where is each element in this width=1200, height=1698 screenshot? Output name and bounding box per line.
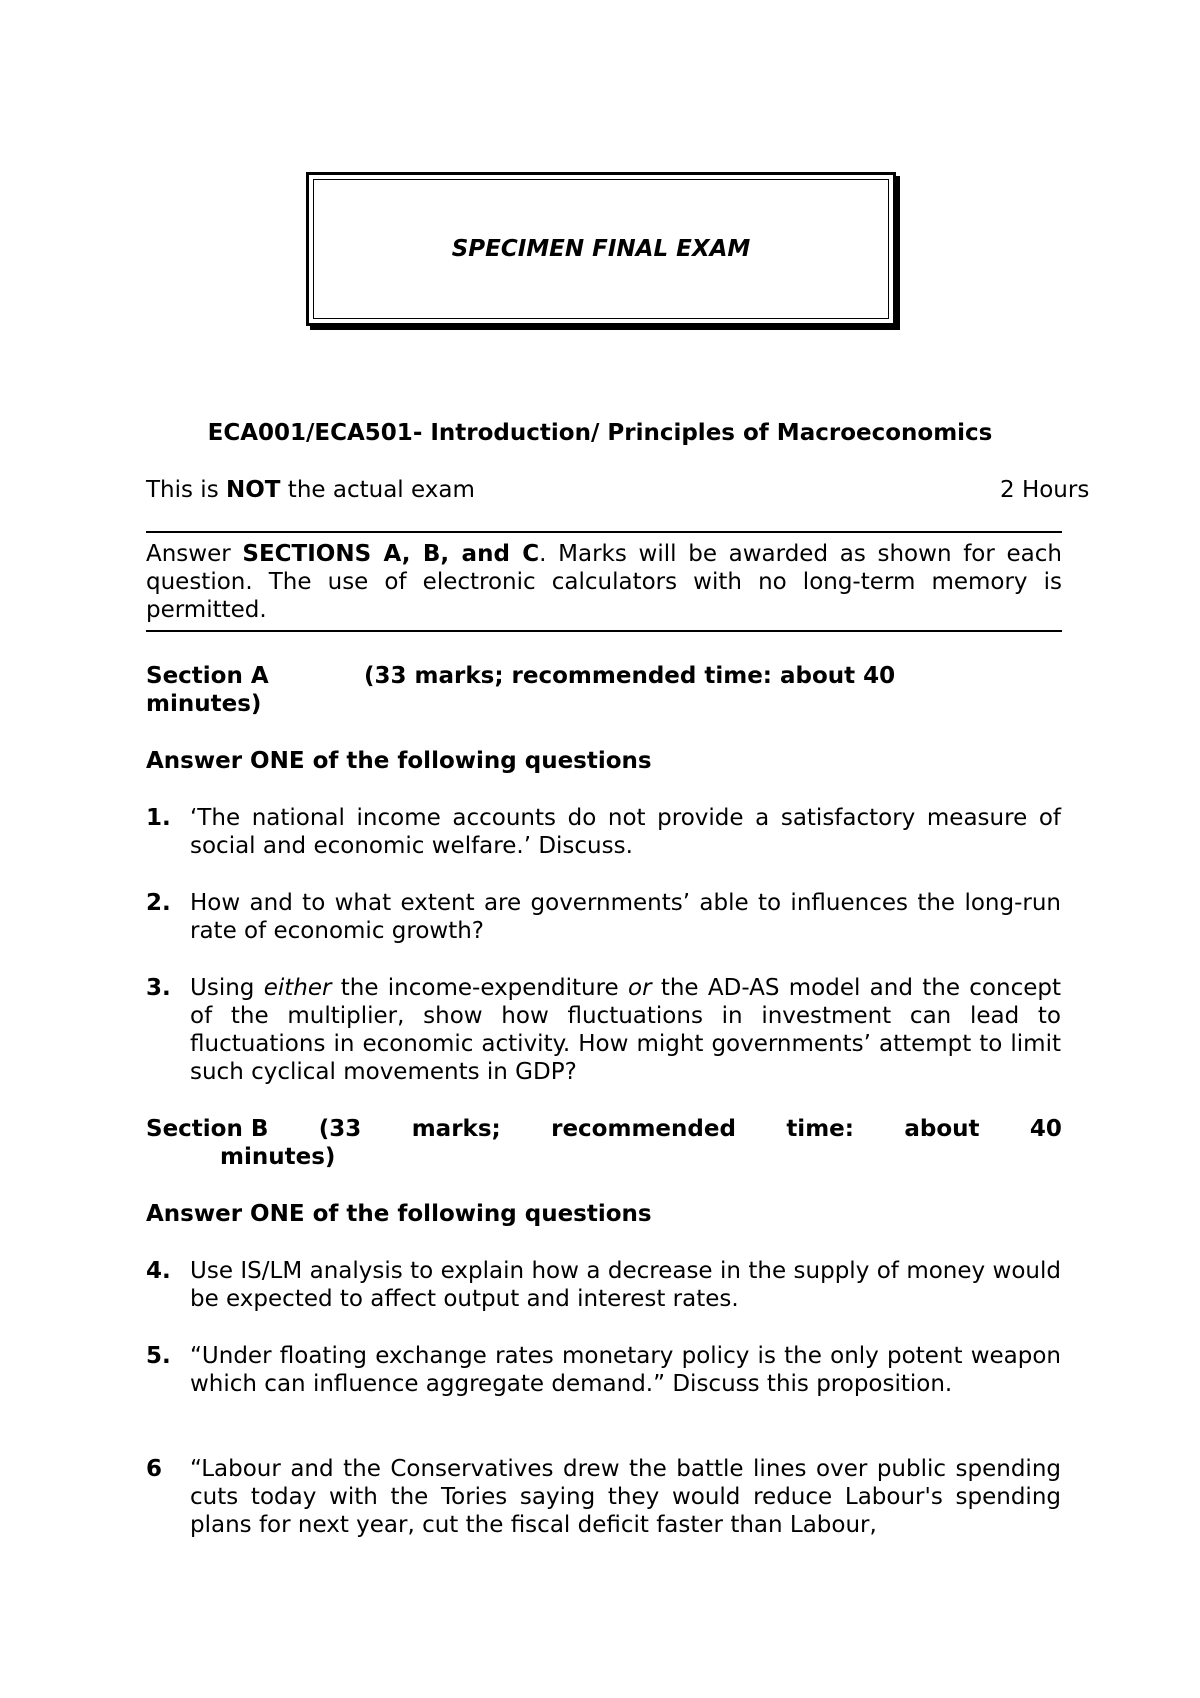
- question-5-text: “Under floating exchange rates monetary policy is the only potent weapon which can influence aggregate demand.” Discuss this proposition.: [190, 1343, 1061, 1397]
- q3-emphasis-either: either: [263, 975, 332, 1001]
- q3-part-2: the income-expenditure: [331, 975, 628, 1001]
- question-4-text: Use IS/LM analysis to explain how a decrease in the supply of money would be expected to affect output and interest rates.: [190, 1258, 1061, 1312]
- section-b-word-3: recommended: [551, 1116, 736, 1142]
- question-1-text: ‘The national income accounts do not provide a satisfactory measure of social and economic welfare.’ Discuss.: [190, 805, 1061, 859]
- question-2-text: How and to what extent are governments’ able to influences the long-run rate of economic growth?: [190, 890, 1061, 944]
- divider-top: [146, 531, 1062, 533]
- q3-part-3: the AD-AS model and the concept of the multiplier, show how fluctuations in investment can lead to fluctuations in economic activity. How might governments’ attempt to limit such cyclical movements in GDP?: [190, 975, 1061, 1085]
- question-6-text: “Labour and the Conservatives drew the battle lines over public spending cuts today with the Tories saying they would reduce Labour's spending plans for next year, cut the fiscal deficit faster than Labour,: [190, 1456, 1061, 1538]
- title-box: [306, 172, 896, 326]
- section-a-marks: (33 marks; recommended time: about 40: [364, 663, 896, 689]
- notice-suffix: the actual exam: [280, 477, 475, 503]
- instructions-lead: Answer: [146, 541, 243, 567]
- question-6-number: 6: [146, 1456, 163, 1482]
- course-title: ECA001/ECA501- Introduction/ Principles of Macroeconomics: [207, 420, 993, 446]
- section-b-instruction: Answer ONE of the following questions: [146, 1201, 652, 1227]
- notice-emphasis: NOT: [226, 477, 281, 503]
- section-b-marks-cont: minutes): [220, 1144, 336, 1170]
- instructions-sections: SECTIONS A, B, and C: [242, 541, 540, 567]
- section-b-heading: Section B: [146, 1116, 269, 1142]
- exam-title: SPECIMEN FINAL EXAM: [451, 236, 751, 262]
- question-4-number: 4.: [146, 1258, 171, 1284]
- divider-bottom: [146, 630, 1062, 632]
- question-5-number: 5.: [146, 1343, 171, 1369]
- q3-part-1: Using: [190, 975, 264, 1001]
- q3-emphasis-or: or: [628, 975, 652, 1001]
- question-3-number: 3.: [146, 975, 171, 1001]
- question-3-text: [190, 974, 1061, 1086]
- section-b-word-2: marks;: [411, 1116, 501, 1142]
- section-b-heading-row: [146, 1115, 1062, 1143]
- section-b-word-4: time:: [786, 1116, 854, 1142]
- exam-notice: [146, 476, 475, 504]
- section-b-word-6: 40: [1029, 1116, 1062, 1142]
- notice-prefix: This is: [146, 477, 226, 503]
- exam-duration: 2 Hours: [1000, 477, 1090, 503]
- section-a-marks-cont: minutes): [146, 691, 262, 717]
- section-a-heading: Section A: [146, 663, 269, 689]
- section-a-instruction: Answer ONE of the following questions: [146, 748, 652, 774]
- instructions-rest: . Marks will be awarded as shown for each question. The use of electronic calculators with no long-term memory is permitted.: [146, 541, 1062, 623]
- question-1-number: 1.: [146, 805, 171, 831]
- question-2-number: 2.: [146, 890, 171, 916]
- instructions-paragraph: [146, 540, 1062, 624]
- section-b-word-5: about: [904, 1116, 980, 1142]
- section-b-word-1: (33: [318, 1116, 362, 1142]
